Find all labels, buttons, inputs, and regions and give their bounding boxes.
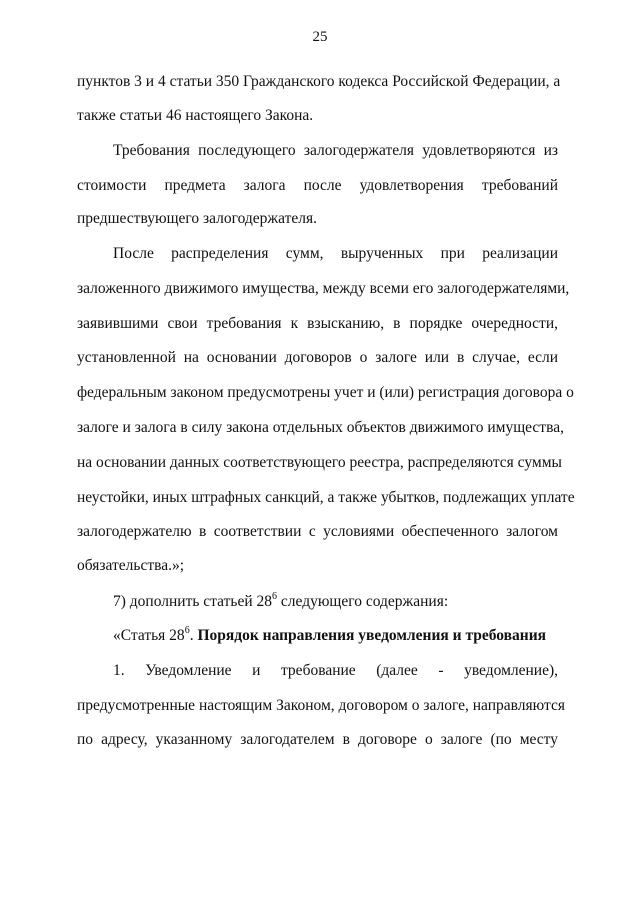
text-line: заложенного движимого имущества, между всеми его залогодержателями,: [77, 280, 570, 297]
text-line: предусмотренные настоящим Законом, договором о залоге, направляются: [77, 697, 565, 714]
article-heading: [113, 626, 558, 646]
text-line: После распределения сумм, вырученных при реализации: [113, 245, 558, 262]
text-line: залоге и залога в силу закона отдельных объектов движимого имущества,: [77, 419, 564, 436]
article-superscript: 6: [184, 625, 190, 636]
item-7-prefix: 7) дополнить статьей 28: [113, 593, 273, 610]
article-title: Порядок направления уведомления и требования: [193, 627, 547, 644]
item-7-line: [113, 592, 558, 612]
text-line: предшествующего залогодержателя.: [77, 210, 317, 227]
text-line: залогодержателю в соответствии с условиями обеспеченного залогом: [77, 523, 558, 540]
article-prefix: «Статья 28: [113, 627, 185, 644]
item-7-suffix: следующего содержания:: [277, 593, 449, 610]
text-line: на основании данных соответствующего реестра, распределяются суммы: [77, 454, 562, 471]
text-line: пунктов 3 и 4 статьи 350 Гражданского кодекса Российской Федерации, а: [77, 73, 561, 90]
text-line: установленной на основании договоров о залоге или в случае, если: [77, 349, 558, 366]
page-number: 25: [312, 29, 328, 45]
text-line: Требования последующего залогодержателя удовлетворяются из: [113, 142, 558, 159]
text-line: обязательства.»;: [77, 557, 185, 574]
article-dot: .: [189, 627, 194, 644]
text-line: федеральным законом предусмотрены учет и (или) регистрация договора о: [77, 384, 574, 401]
text-line: стоимости предмета залога после удовлетворения требований: [77, 177, 558, 194]
text-line: неустойки, иных штрафных санкций, а также убытков, подлежащих уплате: [77, 489, 575, 506]
text-line: также статьи 46 настоящего Закона.: [77, 107, 314, 124]
text-line: по адресу, указанному залогодателем в договоре о залоге (по месту: [77, 731, 558, 748]
text-line: заявившими свои требования к взысканию, в порядке очередности,: [77, 315, 558, 332]
text-line: 1. Уведомление и требование (далее - уведомление),: [113, 662, 558, 679]
item-7-superscript: 6: [272, 591, 278, 602]
